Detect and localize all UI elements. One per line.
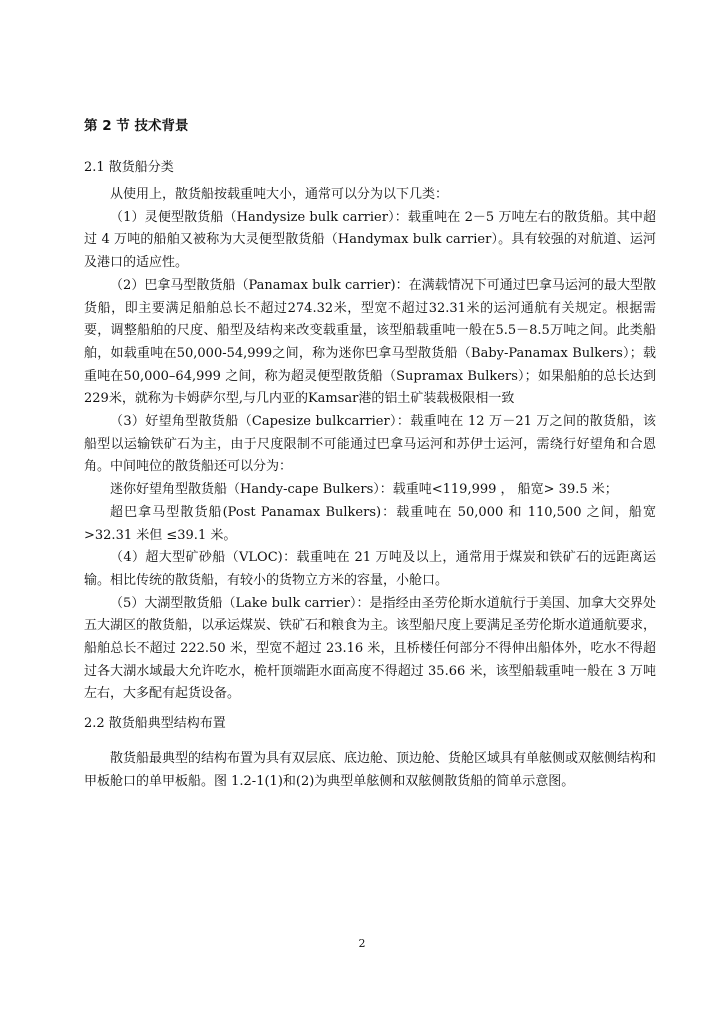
page-content: [84, 116, 656, 794]
paragraph-vloc: （4）超大型矿砂船（VLOC)：载重吨在 21 万吨及以上，通常用于煤炭和铁矿石的远距离运输。相比传统的散货船，有较小的货物立方米的容量，小舱口。: [84, 550, 656, 588]
paragraph-handy-cape: 迷你好望角型散货船（Handy-cape Bulkers）：载重吨<119,999 ， 船宽> 39.5 米；: [110, 482, 618, 498]
subsection-heading-2-1: 2.1 散货船分类: [84, 160, 174, 175]
subsection-heading-2-2: 2.2 散货船典型结构布置: [84, 716, 226, 732]
paragraph-structure: 散货船最典型的结构布置为具有双层底、底边舱、顶边舱、货舱区域具有单舷侧或双舷侧结构和甲板舱口的单甲板船。图 1.2-1(1)和(2)为典型单舷侧和双舷侧散货船的简单示意图。: [84, 751, 657, 789]
paragraph-post-panamax: 超巴拿马型散货船(Post Panamax Bulkers)：载重吨在 50,000 和 110,500 之间，船宽>32.31 米但 ≤39.1 米。: [84, 504, 656, 543]
section-title: 第 2 节 技术背景: [84, 118, 189, 134]
paragraph-lake-bulk: （5）大湖型散货船（Lake bulk carrier）：是指经由圣劳伦斯水道航行于美国、加拿大交界处五大湖区的散货船，以承运煤炭、铁矿石和粮食为主。该型船尺度上要满足圣劳伦斯水道通航要求，船舶总长不超过 222.50 米，型宽不超过 23.16 米，且桥楼任何部分不得伸出船体外，吃水不得超过各大湖水域最大允许吃水，桅杆顶端距水面高度不得超过 35.66 米，该型船载重吨一般在 3 万吨左右，大多配有起货设备。: [84, 595, 657, 702]
paragraph-capesize: （3）好望角型散货船（Capesize bulkcarrier）：载重吨在 12 万－21 万之间的散货船，该船型以运输铁矿石为主，由于尺度限制不可能通过巴拿马运河和苏伊士运河，需绕行好望角和合恩角。中间吨位的散货船还可以分为：: [84, 414, 656, 475]
page-number: 2: [358, 937, 366, 950]
paragraph-intro: 从使用上，散货船按载重吨大小，通常可以分为以下几类：: [110, 187, 449, 202]
paragraph-panamax: （2）巴拿马型散货船（Panamax bulk carrier)：在满载情况下可通过巴拿马运河的最大型散货船，即主要满足船舶总长不超过274.32米，型宽不超过32.31米的运河通航有关规定。根据需要，调整船舶的尺度、船型及结构来改变载重量，该型船载重吨一般在5.5－8.5万吨之间。此类船舶，如载重吨在50,000-54,999之间，称为迷你巴拿马型散货船（Baby-Panamax Bulkers）；载重吨在50,000–64,999 之间，称为超灵便型散货船（Supramax Bulkers）；如果船舶的总长达到229米，就称为卡姆萨尔型,与几内亚的Kamsar港的铝土矿装载极限相一致: [84, 277, 656, 407]
paragraph-handysize: （1）灵便型散货船（Handysize bulk carrier）：载重吨在 2－5 万吨左右的散货船。其中超过 4 万吨的船舶又被称为大灵便型散货船（Handymax bulk carrier）。具有较强的对航道、运河及港口的适应性。: [84, 209, 656, 271]
